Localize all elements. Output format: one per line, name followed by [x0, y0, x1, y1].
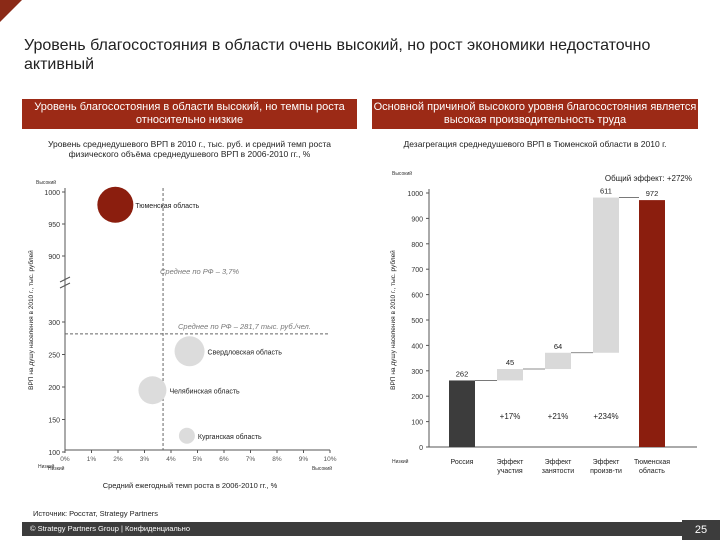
bubble-point [179, 428, 195, 444]
bar-value-label: 262 [455, 369, 469, 379]
page-number: 25 [682, 520, 720, 540]
y-tick-label: 200 [48, 385, 60, 392]
y-tick-label: 900 [411, 216, 423, 224]
y-tick-label: 150 [48, 417, 60, 425]
page-title: Уровень благосостояния в области очень высокий, но рост экономики недостаточно активный [24, 37, 651, 73]
y-low-label: Низкий [38, 464, 55, 470]
right-panel-header: Основной причиной высокого уровня благосостояния является высокая производительность труда [372, 99, 698, 129]
avg-grp-label: Среднее по РФ – 281,7 тыс. руб./чел. [178, 321, 311, 331]
x-tick-label: 10% [323, 456, 337, 463]
category-label: Эффект [496, 459, 524, 466]
right-chart-subtitle: Дезагрегация среднедушевого ВРП в Тюменской области в 2010 г. [403, 139, 667, 149]
left-panel-header: Уровень благосостояния в области высокий, но темпы роста относительно низкие [22, 99, 357, 129]
x-tick-label: 4% [166, 456, 176, 463]
bubble-point [97, 187, 133, 223]
x-high-label: Высокий [311, 466, 332, 472]
y-tick-label: 100 [411, 419, 423, 427]
corner-accent [0, 0, 22, 22]
x-tick-label: 5% [192, 456, 203, 463]
bar-value-label: 611 [600, 186, 612, 196]
category-label: Эффект [544, 459, 572, 466]
y-high-label: Высокий [36, 180, 57, 186]
bar-value-label: 64 [553, 341, 563, 351]
category-label: область [639, 468, 665, 475]
total-effect-label: Общий эффект: +272% [604, 174, 692, 183]
y-tick-label: 600 [411, 292, 423, 300]
bubble-point [138, 376, 166, 404]
bar-value-label: 972 [645, 189, 659, 199]
waterfall-bar [593, 198, 619, 353]
y-tick-label: 400 [411, 343, 423, 351]
x-axis-title: Средний ежегодный темп роста в 2006-2010 гг., % [102, 481, 278, 490]
category-label: участия [497, 468, 523, 475]
left-chart-subtitle: Уровень среднедушевого ВРП в 2010 г., тыс. руб. и средний темп роста физического объёма среднедушевого ВРП в 2006-2010 гг., % [47, 139, 332, 159]
effect-pct-label: +234% [593, 412, 619, 421]
category-label: Тюменская [633, 459, 671, 466]
x-tick-label: 0% [60, 456, 70, 463]
effect-pct-label: +17% [499, 412, 521, 421]
y-tick-label: 500 [411, 318, 423, 325]
y-tick-label: 300 [48, 320, 60, 327]
y-tick-label: 250 [48, 352, 60, 360]
waterfall-chart [362, 165, 720, 485]
y-tick-label: 100 [48, 450, 60, 457]
category-label: Эффект [592, 459, 620, 466]
x-tick-label: 9% [298, 456, 309, 463]
waterfall-bar [639, 200, 665, 447]
x-tick-label: 7% [245, 456, 256, 463]
y-tick-label: 0 [419, 445, 423, 452]
bar-value-label: 45 [505, 358, 515, 368]
x-tick-label: 2% [113, 456, 123, 463]
y-tick-label: 800 [411, 241, 423, 249]
x-tick-label: 1% [86, 456, 97, 463]
bubble-label: Курганская область [197, 433, 262, 441]
x-tick-label: 3% [139, 456, 150, 463]
category-label: произв-ти [590, 468, 622, 475]
x-tick-label: 8% [272, 456, 282, 463]
x-low-label: Низкий [48, 466, 65, 472]
category-label: Россия [450, 459, 474, 466]
y-tick-label: 1000 [407, 191, 423, 198]
y-tick-label: 700 [411, 267, 423, 275]
footer-text: © Strategy Partners Group | Конфиденциально [30, 524, 190, 533]
y-high-label: Высокий [392, 171, 413, 177]
waterfall-bar [497, 369, 523, 380]
y-tick-label: 900 [48, 254, 60, 261]
scatter-chart [0, 170, 362, 505]
y-tick-label: 300 [411, 368, 423, 376]
y-tick-label: 950 [48, 222, 60, 229]
y-axis-title: ВРП на душу населения в 2010 г., тыс. рублей [28, 250, 35, 390]
bubble-label: Челябинская область [169, 388, 240, 396]
bubble-label: Тюменская область [135, 202, 200, 210]
avg-growth-label: Среднее по РФ – 3,7% [160, 267, 240, 276]
bubble-point [175, 336, 205, 366]
y-low-label: Низкий [392, 459, 409, 465]
effect-pct-label: +21% [547, 412, 569, 421]
y-tick-label: 200 [411, 394, 423, 402]
y-axis-title: ВРП на душу населения в 2010 г., тыс. рублей [390, 250, 397, 390]
x-tick-label: 6% [219, 456, 229, 463]
waterfall-bar [449, 380, 475, 447]
bubble-label: Свердловская область [207, 349, 282, 357]
category-label: занятости [541, 468, 575, 475]
source-note: Источник: Росстат, Strategy Partners [33, 509, 159, 518]
waterfall-bar [545, 353, 571, 369]
y-tick-label: 1000 [44, 190, 60, 197]
